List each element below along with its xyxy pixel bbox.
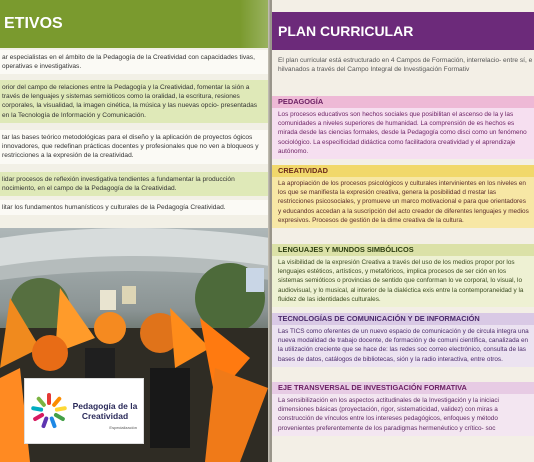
section-body: Las TICS como oferentes de un nuevo espacio de comunicación y de circula integra una nueva modalidad de trabajo docente, de formación y de comuni científica, canalizada en la utilización creciente que se hace de: las redes soc correo electrónico, consulta de las bases de datos, catálogos de bibliotecas, sión y la radio interactiva, entre otros.	[272, 325, 534, 367]
objectives-title: ETIVOS	[0, 0, 270, 48]
section-creatividad	[272, 165, 534, 228]
section-body: La apropiación de los procesos psicológicos y culturales intervinientes en los niveles en los que se manifiesta la expresión creativa, genera la posibilidad d rrestar las restricciones psicosociales, y promueve un marco motivacional e para que orientadores y educandos accedan a la suscripción del acto creador de diferentes lenguajes y medios expresivos. Procesos de gestión de la dime creativa de la cultura.	[272, 177, 534, 228]
objective-item: orior del campo de relaciones entre la Pedagogía y la Creatividad, fomentar la sión a través de lenguajes y sistemas semióticos como la oralidad, la escritura, resiones corporales, la visualidad, la imagen cinética, la música y las nuevas opcio- presentadas en la Tecnología de Información y Comunicación.	[0, 80, 270, 123]
section-body: Los procesos educativos son hechos sociales que posibilitan el ascenso de la y las comunidades a niveles superiores de humanidad. La comprensión de es hechos es mirada desde las ciencias formales, desde la Pedagogía como disci como un fenómeno sociológico. La especificidad didáctica como facilitadora creatividad y el aprendizaje autónomo.	[272, 108, 534, 159]
objective-item: lidar procesos de reflexión investigativa tendientes a fundamentar la producción nocimiento, en el campo de la Pedagogía de la Creatividad.	[0, 172, 270, 196]
objective-item: tar las bases teórico metodológicas para el diseño y la aplicación de proyectos ógicos innovadores, que redefinan prácticas docentes y profesionales que no ven a bloqueos y restricciones a la expresión de la creatividad.	[0, 130, 270, 164]
event-banner	[24, 378, 144, 444]
banner-title: Pedagogía de la Creatividad	[72, 401, 138, 421]
section-heading: LENGUAJES Y MUNDOS SIMBÓLICOS	[272, 244, 534, 256]
objective-item: ar especialistas en el ámbito de la Pedagogía de la Creatividad con capacidades tivas, operativas e investigativas.	[0, 50, 270, 74]
section-body: La visibilidad de la expresión Creativa a través del uso de los medios propor por los lenguajes estéticos, artísticos, y metafóricos, implica procesos de ser ción en los sistemas semióticos o provincias de sentido que conforman lo ve corporal, lo visual, lo audiovisual, y lo musical, al interior de la dialéctica exis entre la contemporaneidad y la fluidez de las identidades culturales.	[272, 256, 534, 307]
section-heading: PEDAGOGÍA	[272, 96, 534, 108]
section-heading: EJE TRANSVERSAL DE INVESTIGACIÓN FORMATIVA	[272, 382, 534, 394]
section-tecnologias	[272, 313, 534, 367]
plan-title: PLAN CURRICULAR	[272, 12, 534, 50]
plan-intro: El plan curricular está estructurado en 4 Campos de Formación, interrelacio- entre sí, e hilvanados a través del Campo Integral de Investigación Formativ	[278, 57, 533, 74]
right-page	[272, 0, 534, 462]
section-eje-transversal	[272, 382, 534, 436]
section-lenguajes	[272, 244, 534, 307]
section-pedagogia	[272, 96, 534, 159]
parade-photo	[0, 228, 270, 462]
objective-item: litar los fundamentos humanísticos y culturales de la Pedagogía Creatividad.	[0, 200, 270, 215]
creativity-logo	[29, 391, 69, 431]
banner-subtitle: Especialización	[109, 425, 137, 430]
section-heading: CREATIVIDAD	[272, 165, 534, 177]
section-heading: TECNOLOGÍAS DE COMUNICACIÓN Y DE INFORMACIÓN	[272, 313, 534, 325]
section-body: La sensibilización en los aspectos actitudinales de la Investigación y la iniciaci dimensiones básicas (proyectación, rigor, sistematicidad, validez) con miras a construcción de vínculos entre los intereses pedagógicos, enfoques y método provenientes preferentemente de los paradigmas hermenéutico y crítico- soc	[272, 394, 534, 436]
